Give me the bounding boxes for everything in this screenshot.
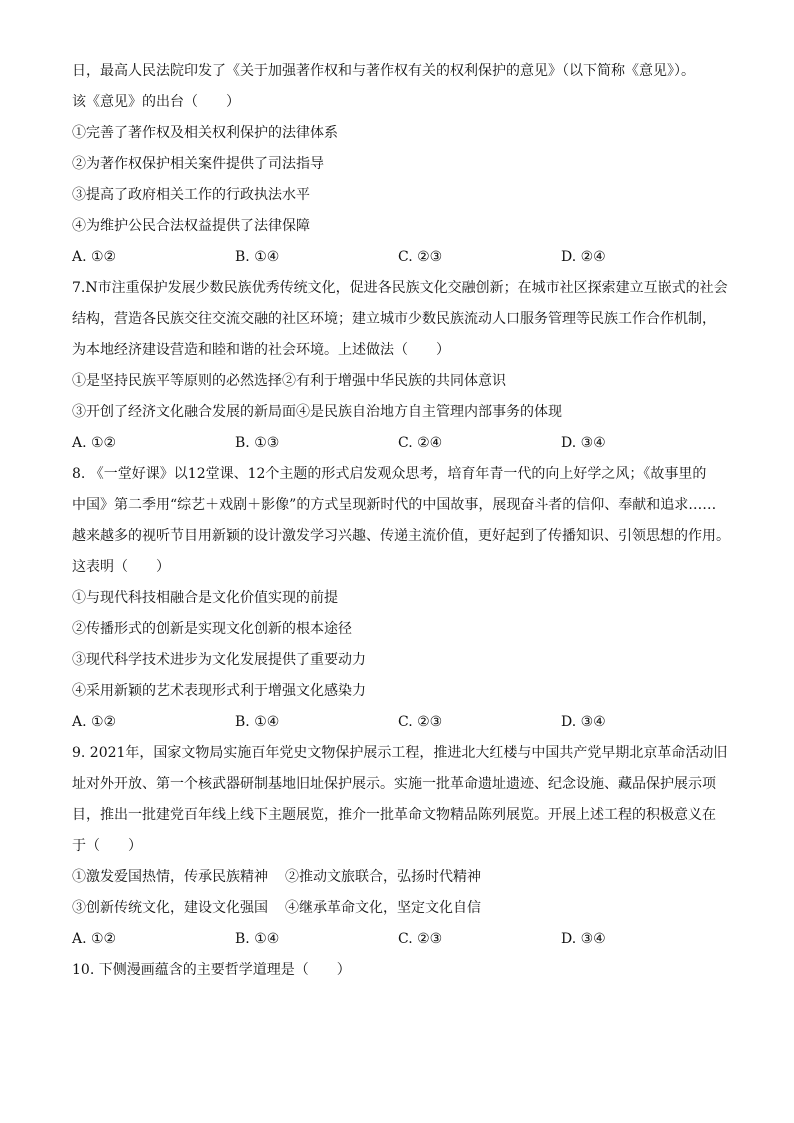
statement: ①激发爱国热情，传承民族精神: [72, 869, 268, 885]
question-stem-line: 中国》第二季用“综艺＋戏剧＋影像”的方式呈现新时代的中国故事，展现奋斗者的信仰、奉献和追求……: [72, 497, 717, 513]
answer-options: [72, 428, 732, 459]
statement: ③开创了经济文化融合发展的新局面④是民族自治地方自主管理内部事务的体现: [72, 404, 562, 420]
answer-options: [72, 242, 732, 273]
statement: ②为著作权保护相关案件提供了司法指导: [72, 156, 324, 172]
question-9: [72, 738, 732, 955]
option-b: B. ①④: [235, 931, 280, 947]
question-7: [72, 273, 732, 459]
question-stem-line: 结构，营造各民族交往交流交融的社区环境；建立城市少数民族流动人口服务管理等民族工作合作机制，: [72, 311, 716, 327]
option-d: D. ③④: [561, 714, 606, 730]
statement: ①完善了著作权及相关权利保护的法律体系: [72, 125, 338, 141]
option-b: B. ①③: [235, 435, 280, 451]
option-c: C. ②③: [398, 249, 443, 265]
statement: ②传播形式的创新是实现文化创新的根本途径: [72, 621, 352, 637]
question-8: [72, 459, 732, 738]
statement: ③现代科学技术进步为文化发展提供了重要动力: [72, 652, 366, 668]
option-c: C. ②③: [398, 714, 443, 730]
question-stem-line: 日，最高人民法院印发了《关于加强著作权和与著作权有关的权利保护的意见》（以下简称《意见》）。: [72, 63, 695, 79]
statement: ③创新传统文化，建设文化强国: [72, 900, 268, 916]
statement: ④继承革命文化，坚定文化自信: [285, 900, 481, 916]
statement: ③提高了政府相关工作的行政执法水平: [72, 187, 310, 203]
question-stem-line: 为本地经济建设营造和睦和谐的社会环境。上述做法（ ）: [72, 342, 450, 358]
question-stem-line: 8. 《一堂好课》以12堂课、12个主题的形式启发观众思考，培育年青一代的向上好学之风；《故事里的: [72, 466, 707, 482]
statement: ④为维护公民合法权益提供了法律保障: [72, 218, 310, 234]
statement: ①是坚持民族平等原则的必然选择②有利于增强中华民族的共同体意识: [72, 373, 506, 389]
option-b: B. ①④: [235, 714, 280, 730]
question-stem-line: 该《意见》的出台（ ）: [72, 94, 240, 110]
statement: ②推动文旅联合，弘扬时代精神: [285, 869, 481, 885]
option-c: C. ②③: [398, 931, 443, 947]
question-6: [72, 56, 732, 273]
statement: ①与现代科技相融合是文化价值实现的前提: [72, 590, 338, 606]
option-d: D. ③④: [561, 435, 606, 451]
option-d: D. ③④: [561, 931, 606, 947]
answer-options: [72, 924, 732, 955]
option-a: A. ①②: [72, 435, 117, 451]
exam-page: [72, 56, 732, 986]
question-stem-line: 于（ ）: [72, 838, 142, 854]
statement-pair: [72, 893, 732, 924]
option-a: A. ①②: [72, 931, 117, 947]
question-stem-line: 7.N市注重保护发展少数民族优秀传统文化，促进各民族文化交融创新；在城市社区探索建立互嵌式的社会: [72, 280, 728, 296]
question-stem-line: 目，推出一批建党百年线上线下主题展览，推介一批革命文物精品陈列展览。开展上述工程的积极意义在: [72, 807, 716, 823]
question-stem-line: 这表明（ ）: [72, 559, 170, 575]
question-stem-line: 址对外开放、第一个核武器研制基地旧址保护展示。实施一批革命遗址遗迹、纪念设施、藏品保护展示项: [72, 776, 716, 792]
option-b: B. ①④: [235, 249, 280, 265]
option-c: C. ②④: [398, 435, 443, 451]
option-a: A. ①②: [72, 714, 117, 730]
question-stem-line: 越来越多的视听节目用新颖的设计激发学习兴趣、传递主流价值，更好起到了传播知识、引领思想的作用。: [72, 528, 730, 544]
statement: ④采用新颖的艺术表现形式利于增强文化感染力: [72, 683, 366, 699]
question-stem-line: 10. 下侧漫画蕴含的主要哲学道理是（ ）: [72, 962, 351, 978]
answer-options: [72, 707, 732, 738]
option-a: A. ①②: [72, 249, 117, 265]
question-stem-line: 9. 2021年，国家文物局实施百年党史文物保护展示工程，推进北大红楼与中国共产党早期北京革命活动旧: [72, 745, 728, 761]
option-d: D. ②④: [561, 249, 606, 265]
statement-pair: [72, 862, 732, 893]
question-10: [72, 955, 732, 986]
